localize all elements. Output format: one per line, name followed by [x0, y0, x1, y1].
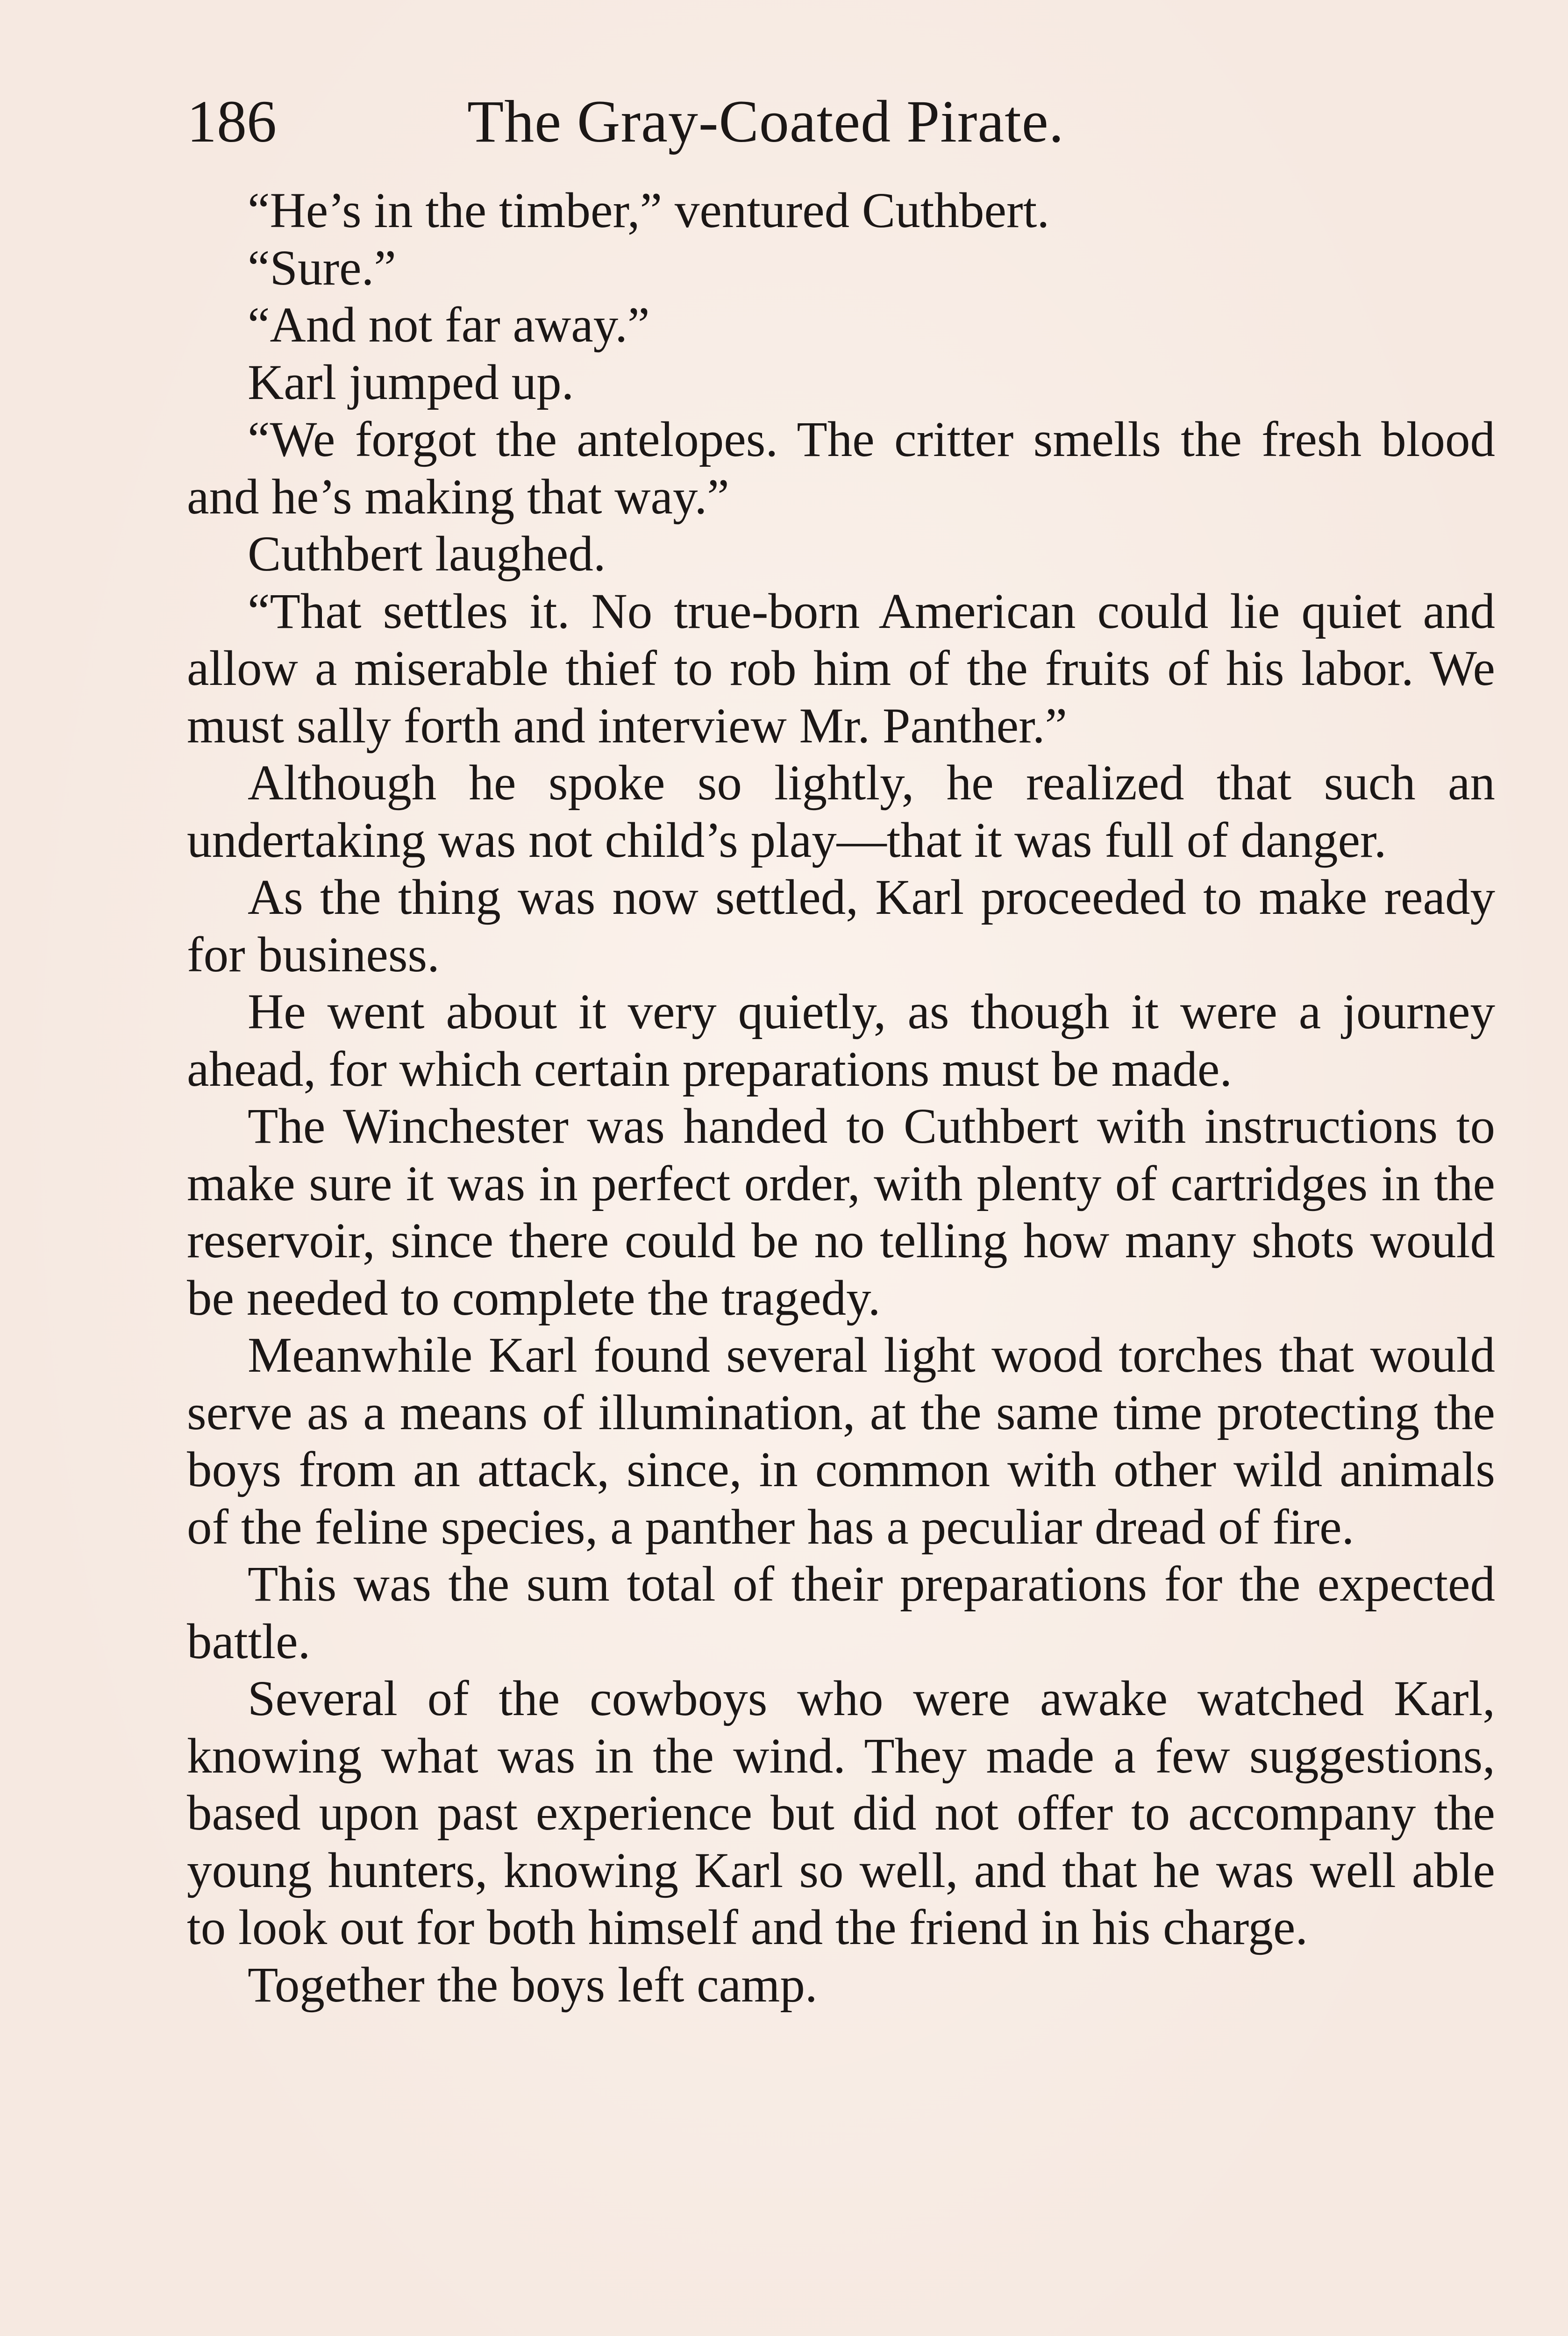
paragraph: “He’s in the timber,” ventured Cuthbert.: [248, 183, 1050, 238]
body-text: [187, 182, 1495, 2014]
paragraph: Together the boys left camp.: [248, 1957, 818, 2013]
paragraph: “Sure.”: [248, 240, 396, 296]
paragraph: “That settles it. No true-born American could lie quiet and allow a miserable thief to rob him of the fruits of his labor. We must sally forth and interview Mr. Panther.”: [187, 584, 1495, 754]
page-header: [187, 75, 1495, 168]
paragraph: Karl jumped up.: [248, 355, 574, 410]
paragraph: The Winchester was handed to Cuthbert with instructions to make sure it was in perfect order, with plenty of cartridges in the reservoir, since there could be no telling how many shots would be needed to complete the tragedy.: [187, 1099, 1495, 1326]
paragraph: “And not far away.”: [248, 298, 650, 353]
paragraph: “We forgot the antelopes. The critter smells the fresh blood and he’s making that way.”: [187, 412, 1495, 525]
running-title: The Gray-Coated Pirate.: [467, 88, 1064, 155]
page-number: 186: [187, 88, 277, 155]
paragraph: As the thing was now settled, Karl proceeded to make ready for business.: [187, 870, 1495, 983]
paragraph: He went about it very quietly, as though it were a journey ahead, for which certain preparations must be made.: [187, 984, 1495, 1097]
paragraph: This was the sum total of their preparations for the expected battle.: [187, 1557, 1495, 1669]
paragraph: Meanwhile Karl found several light wood torches that would serve as a means of illumination, at the same time protecting the boys from an attack, since, in common with other wild animals of the feline species, a panther has a peculiar dread of fire.: [187, 1328, 1495, 1555]
paragraph: Although he spoke so lightly, he realized that such an undertaking was not child’s play—that it was full of danger.: [187, 755, 1495, 868]
paragraph: Several of the cowboys who were awake watched Karl, knowing what was in the wind. They made a few suggestions, based upon past experience but did not offer to accompany the young hunters, knowing Karl so well, and that he was well able to look out for both himself and the friend in his charge.: [187, 1671, 1495, 1955]
paragraph: Cuthbert laughed.: [248, 527, 606, 582]
